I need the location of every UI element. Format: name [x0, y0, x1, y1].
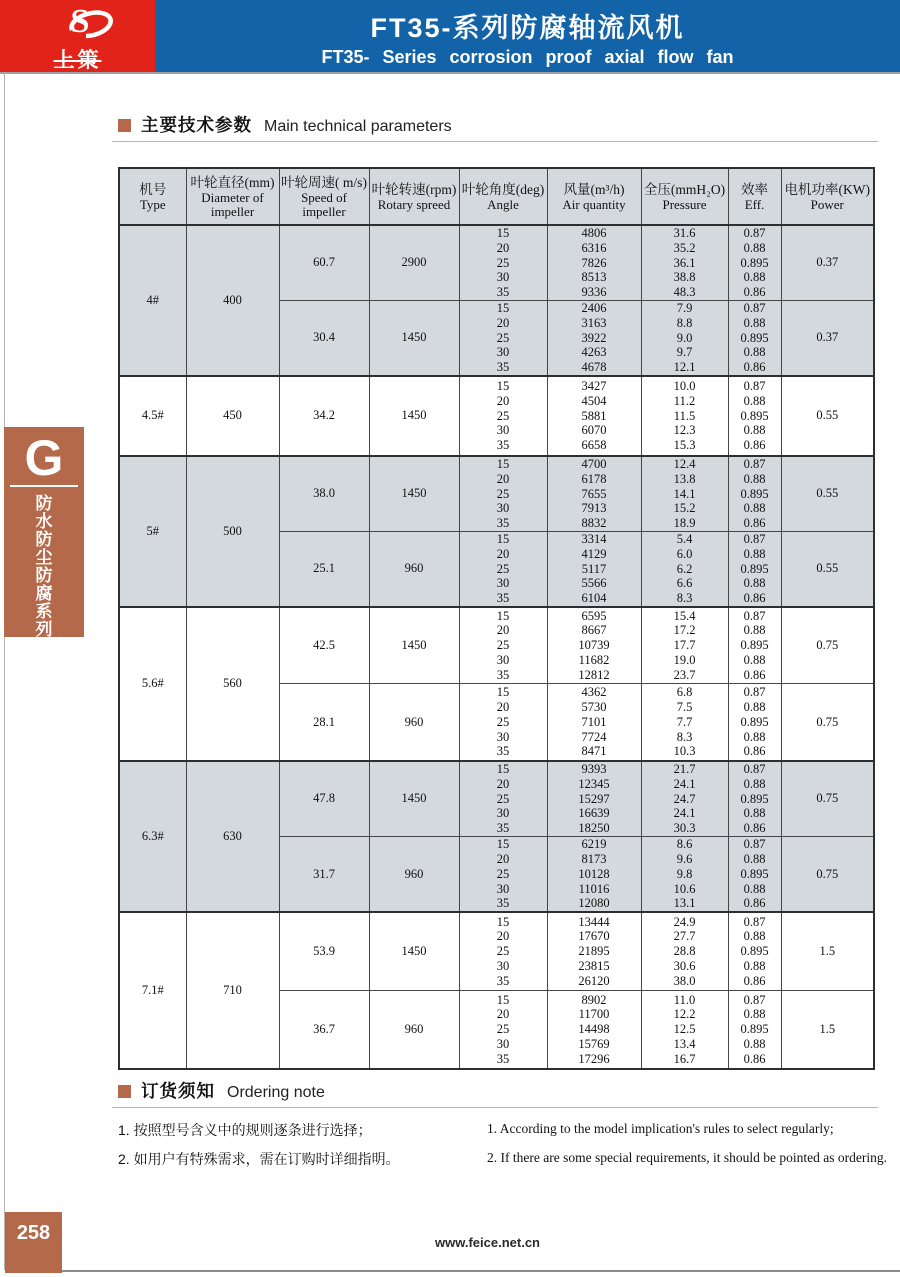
series-side-tab: [4, 427, 84, 637]
cell-rpm: 1450: [369, 300, 459, 375]
ordering-note-zh-2: 2. 如用户有特殊需求，需在订购时详细指明。: [118, 1151, 400, 1167]
cell-speed: 47.8: [279, 761, 369, 836]
cell-pressure: 10.0 11.2 11.5 12.3 15.3: [641, 376, 728, 456]
cell-pressure: 7.9 8.8 9.0 9.7 12.1: [641, 300, 728, 375]
table-row: [119, 761, 874, 836]
parameters-table: [118, 167, 875, 1070]
cell-power: 0.37: [781, 225, 874, 300]
cell-power: 0.75: [781, 761, 874, 836]
col-header-3: 叶轮转速(rpm) Rotary spreed: [369, 168, 459, 225]
cell-diameter: 710: [186, 912, 279, 1069]
cell-rpm: 960: [369, 684, 459, 761]
cell-rpm: 1450: [369, 376, 459, 456]
cell-air-quantity: 3427 4504 5881 6070 6658: [547, 376, 641, 456]
cell-angles: 15 20 25 30 35: [459, 531, 547, 606]
page-number: 258: [16, 1222, 51, 1244]
section-title-en: Main technical parameters: [264, 118, 452, 135]
cell-air-quantity: 3314 4129 5117 5566 6104: [547, 531, 641, 606]
logo-s-swirl-icon: [42, 2, 114, 48]
series-name-vertical: 防水防尘防腐系列: [35, 494, 53, 639]
ordering-note-zh-1: 1. 按照型号含义中的规则逐条进行选择；: [118, 1122, 372, 1138]
cell-diameter: 450: [186, 376, 279, 456]
cell-power: 1.5: [781, 990, 874, 1069]
cell-angles: 15 20 25 30 35: [459, 300, 547, 375]
cell-diameter: 500: [186, 456, 279, 607]
cell-power: 0.55: [781, 531, 874, 606]
cell-pressure: 6.8 7.5 7.7 8.3 10.3: [641, 684, 728, 761]
cell-air-quantity: 2406 3163 3922 4263 4678: [547, 300, 641, 375]
table-row: [119, 376, 874, 456]
cell-angles: 15 20 25 30 35: [459, 376, 547, 456]
col-header-0: 机号 Type: [119, 168, 186, 225]
cell-air-quantity: 13444 17670 21895 23815 26120: [547, 912, 641, 990]
cell-speed: 38.0: [279, 456, 369, 531]
col-header-2: 叶轮周速( m/s) Speed of impeller: [279, 168, 369, 225]
page-number-box: [5, 1212, 62, 1273]
cell-air-quantity: 4700 6178 7655 7913 8832: [547, 456, 641, 531]
cell-speed: 31.7: [279, 836, 369, 912]
col-header-1: 叶轮直径(mm) Diameter of impeller: [186, 168, 279, 225]
cell-efficiency: 0.87 0.88 0.895 0.88 0.86: [728, 912, 781, 990]
section-title-en: Ordering note: [227, 1084, 325, 1101]
col-header-4: 叶轮角度(deg) Angle: [459, 168, 547, 225]
cell-angles: 15 20 25 30 35: [459, 836, 547, 912]
cell-type: 7.1#: [119, 912, 186, 1069]
cell-speed: 53.9: [279, 912, 369, 990]
cell-angles: 15 20 25 30 35: [459, 456, 547, 531]
cell-efficiency: 0.87 0.88 0.895 0.88 0.86: [728, 990, 781, 1069]
cell-pressure: 31.6 35.2 36.1 38.8 48.3: [641, 225, 728, 300]
cell-angles: 15 20 25 30 35: [459, 761, 547, 836]
cell-power: 0.75: [781, 836, 874, 912]
title-zone: [155, 0, 900, 72]
header-banner: [0, 0, 900, 74]
cell-diameter: 400: [186, 225, 279, 376]
cell-power: 1.5: [781, 912, 874, 990]
cell-type: 6.3#: [119, 761, 186, 912]
table-header: [119, 168, 874, 225]
cell-pressure: 24.9 27.7 28.8 30.6 38.0: [641, 912, 728, 990]
cell-type: 4#: [119, 225, 186, 376]
cell-angles: 15 20 25 30 35: [459, 225, 547, 300]
table-row: [119, 912, 874, 990]
section-title-zh: 主要技术参数: [141, 115, 252, 135]
cell-type: 5#: [119, 456, 186, 607]
cell-rpm: 960: [369, 531, 459, 606]
cell-rpm: 1450: [369, 912, 459, 990]
page-title-zh: FT35-系列防腐轴流风机: [370, 13, 685, 43]
cell-pressure: 15.4 17.2 17.7 19.0 23.7: [641, 607, 728, 684]
footer-rule: [62, 1270, 900, 1272]
col-header-5: 风量(m³/h) Air quantity: [547, 168, 641, 225]
cell-power: 0.75: [781, 607, 874, 684]
cell-speed: 25.1: [279, 531, 369, 606]
cell-efficiency: 0.87 0.88 0.895 0.88 0.86: [728, 761, 781, 836]
cell-rpm: 2900: [369, 225, 459, 300]
table-row: [119, 456, 874, 531]
cell-speed: 42.5: [279, 607, 369, 684]
cell-power: 0.37: [781, 300, 874, 375]
cell-angles: 15 20 25 30 35: [459, 684, 547, 761]
ordering-note-en-2: 2. If there are some special requirements, it should be pointed as ordering.: [487, 1150, 887, 1165]
cell-air-quantity: 9393 12345 15297 16639 18250: [547, 761, 641, 836]
table-row: [119, 225, 874, 300]
left-vertical-rule: [4, 72, 5, 1270]
svg-text:S: S: [70, 3, 89, 40]
cell-air-quantity: 6595 8667 10739 11682 12812: [547, 607, 641, 684]
col-header-8: 电机功率(KW) Power: [781, 168, 874, 225]
cell-angles: 15 20 25 30 35: [459, 912, 547, 990]
section-rule: [112, 141, 878, 142]
cell-efficiency: 0.87 0.88 0.895 0.88 0.86: [728, 531, 781, 606]
cell-efficiency: 0.87 0.88 0.895 0.88 0.86: [728, 836, 781, 912]
cell-speed: 34.2: [279, 376, 369, 456]
cell-air-quantity: 4362 5730 7101 7724 8471: [547, 684, 641, 761]
section-bullet-icon: [118, 119, 131, 132]
col-header-7: 效率 Eff.: [728, 168, 781, 225]
cell-efficiency: 0.87 0.88 0.895 0.88 0.86: [728, 684, 781, 761]
cell-efficiency: 0.87 0.88 0.895 0.88 0.86: [728, 300, 781, 375]
cell-rpm: 960: [369, 836, 459, 912]
cell-diameter: 630: [186, 761, 279, 912]
cell-angles: 15 20 25 30 35: [459, 990, 547, 1069]
table-row: [119, 607, 874, 684]
cell-efficiency: 0.87 0.88 0.895 0.88 0.86: [728, 456, 781, 531]
cell-efficiency: 0.87 0.88 0.895 0.88 0.86: [728, 376, 781, 456]
ordering-note-en-1: 1. According to the model implication's rules to select regularly;: [487, 1121, 834, 1136]
cell-rpm: 1450: [369, 456, 459, 531]
cell-speed: 36.7: [279, 990, 369, 1069]
cell-rpm: 1450: [369, 761, 459, 836]
col-header-6: 全压(mmH₂O) Pressure: [641, 168, 728, 225]
cell-type: 5.6#: [119, 607, 186, 761]
cell-rpm: 1450: [369, 607, 459, 684]
brand-name: 上策: [53, 49, 102, 72]
cell-rpm: 960: [369, 990, 459, 1069]
section-heading-parameters: [118, 112, 452, 136]
cell-angles: 15 20 25 30 35: [459, 607, 547, 684]
cell-power: 0.55: [781, 376, 874, 456]
cell-efficiency: 0.87 0.88 0.895 0.88 0.86: [728, 225, 781, 300]
cell-pressure: 12.4 13.8 14.1 15.2 18.9: [641, 456, 728, 531]
cell-speed: 60.7: [279, 225, 369, 300]
cell-pressure: 5.4 6.0 6.2 6.6 8.3: [641, 531, 728, 606]
cell-power: 0.75: [781, 684, 874, 761]
cell-type: 4.5#: [119, 376, 186, 456]
cell-speed: 30.4: [279, 300, 369, 375]
cell-pressure: 21.7 24.1 24.7 24.1 30.3: [641, 761, 728, 836]
cell-air-quantity: 6219 8173 10128 11016 12080: [547, 836, 641, 912]
section-rule: [112, 1107, 878, 1108]
website-url: www.feice.net.cn: [435, 1235, 540, 1250]
page-title-en: FT35- Series corrosion proof axial flow fan: [321, 47, 734, 67]
cell-air-quantity: 4806 6316 7826 8513 9336: [547, 225, 641, 300]
cell-air-quantity: 8902 11700 14498 15769 17296: [547, 990, 641, 1069]
cell-efficiency: 0.87 0.88 0.895 0.88 0.86: [728, 607, 781, 684]
section-title-zh: 订货须知: [141, 1081, 215, 1101]
brand-logo: [0, 0, 155, 72]
cell-pressure: 11.0 12.2 12.5 13.4 16.7: [641, 990, 728, 1069]
cell-power: 0.55: [781, 456, 874, 531]
section-heading-ordering: [118, 1078, 325, 1102]
cell-diameter: 560: [186, 607, 279, 761]
cell-speed: 28.1: [279, 684, 369, 761]
section-bullet-icon: [118, 1085, 131, 1098]
cell-pressure: 8.6 9.6 9.8 10.6 13.1: [641, 836, 728, 912]
series-letter: G: [10, 427, 78, 487]
